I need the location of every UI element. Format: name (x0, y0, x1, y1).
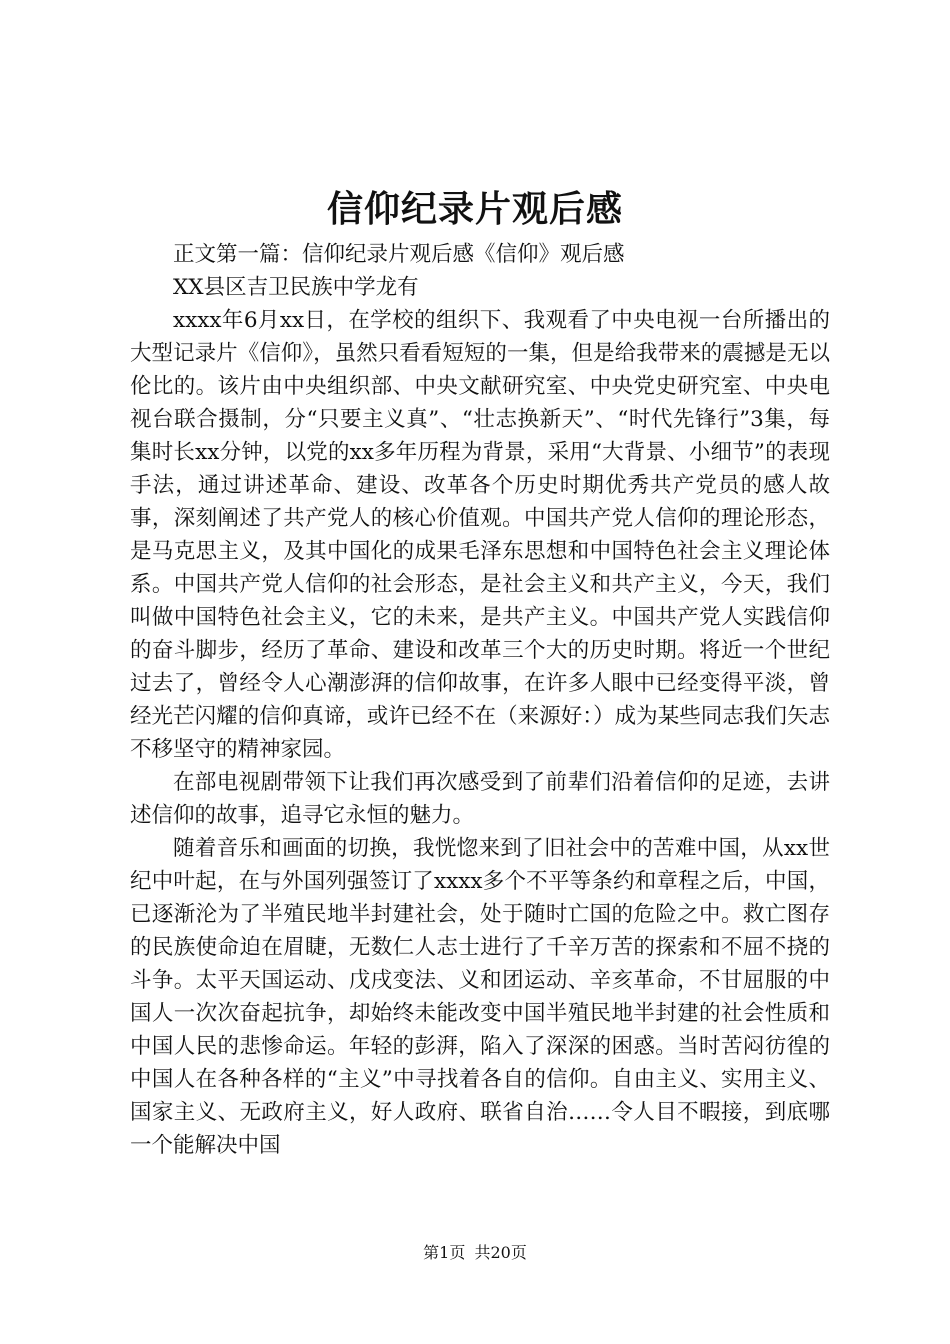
paragraph: xxxx年6月xx日，在学校的组织下、我观看了中央电视一台所播出的大型记录片《信仰》，虽然只看看短短的一集，但是给我带来的震撼是无以伦比的。该片由中央组织部、中央文献研究室、中央党史研究室、中央电视台联合摄制，分“只要主义真”、“壮志换新天”、“时代先锋行”3集，每集时长xx分钟，以党的xx多年历程为背景，采用“大背景、小细节”的表现手法，通过讲述革命、建设、改革各个历史时期优秀共产党员的感人故事，深刻阐述了共产党人的核心价值观。中国共产党人信仰的理论形态，是马克思主义，及其中国化的成果毛泽东思想和中国特色社会主义理论体系。中国共产党人信仰的社会形态，是社会主义和共产主义，今天，我们叫做中国特色社会主义，它的未来，是共产主义。中国共产党人实践信仰的奋斗脚步，经历了革命、建设和改革三个大的历史时期。将近一个世纪过去了，曾经令人心潮澎湃的信仰故事，在许多人眼中已经变得平淡，曾经光芒闪耀的信仰真谛，或许已经不在（来源好：）成为某些同志我们矢志不移坚守的精神家园。 (130, 308, 830, 762)
paragraph: 在部电视剧带领下让我们再次感受到了前辈们沿着信仰的足迹，去讲述信仰的故事，追寻它永恒的魅力。 (130, 770, 830, 828)
paragraph-author: XX县区吉卫民族中学龙有 (173, 275, 419, 300)
page-footer (0, 1242, 950, 1264)
paragraph: 随着音乐和画面的切换，我恍惚来到了旧社会中的苦难中国，从xx世纪中叶起，在与外国列强签订了xxxx多个不平等条约和章程之后，中国，已逐渐沦为了半殖民地半封建社会，处于随时亡国的危险之中。救亡图存的民族使命迫在眉睫，无数仁人志士进行了千辛万苦的探索和不屈不挠的斗争。太平天国运动、戊戌变法、义和团运动、辛亥革命，不甘屈服的中国人一次次奋起抗争，却始终未能改变中国半殖民地半封建的社会性质和中国人民的悲惨命运。年轻的彭湃，陷入了深深的困惑。当时苦闷彷徨的中国人在各种各样的“主义”中寻找着各自的信仰。自由主义、实用主义、国家主义、无政府主义，好人政府、联省自治……令人目不暇接，到底哪一个能解决中国 (130, 836, 830, 1158)
page-number: 第1页 (423, 1243, 466, 1262)
page-total: 共20页 (474, 1243, 527, 1262)
document-body (130, 238, 830, 1162)
document-title: 信仰纪录片观后感 (326, 188, 623, 230)
paragraph-heading: 正文第一篇：信仰纪录片观后感《信仰》观后感 (173, 242, 625, 267)
